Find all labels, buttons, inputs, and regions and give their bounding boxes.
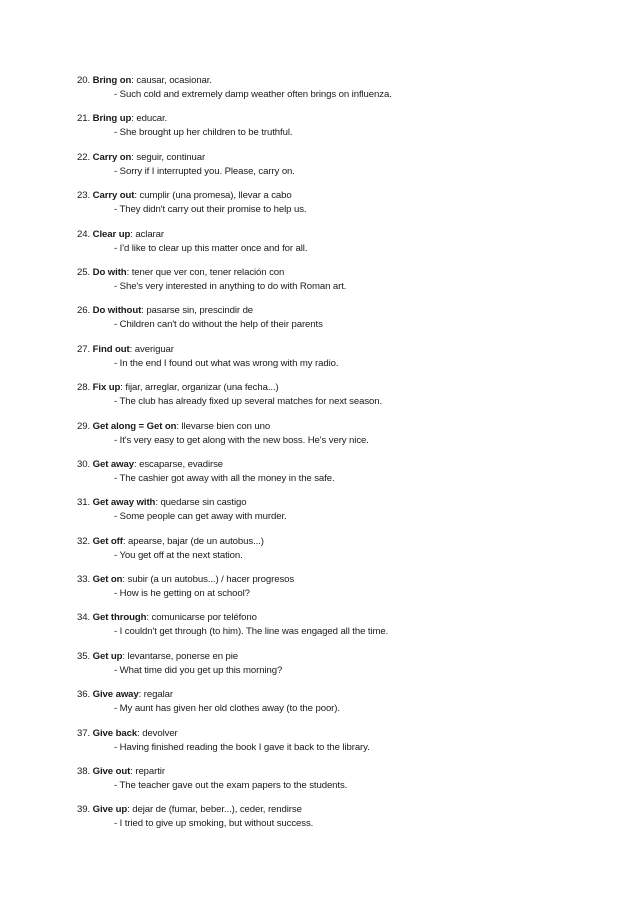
entry-example: - They didn't carry out their promise to help us. <box>114 204 307 216</box>
entry-term: Give up <box>92 804 128 816</box>
entry-term: Give out <box>92 766 131 778</box>
entry-term: Carry on <box>92 151 132 163</box>
entry-term: Get through <box>92 612 147 624</box>
list-item <box>77 496 597 534</box>
entry-example: - I tried to give up smoking, but without success. <box>114 818 314 830</box>
list-item <box>77 266 597 304</box>
entry-definition: : repartir <box>130 766 165 778</box>
entry-term: Get along = Get on <box>92 420 177 432</box>
entry-definition: : apearse, bajar (de un autobus...) <box>122 535 264 547</box>
entry-term: Do without <box>92 305 142 317</box>
entry-definition: : quedarse sin castigo <box>155 497 247 509</box>
entry-definition: : cumplir (una promesa), llevar a cabo <box>134 190 292 202</box>
list-item <box>77 535 597 573</box>
entry-heading <box>77 343 597 357</box>
entry-heading <box>77 535 597 549</box>
entry-example: - The club has already fixed up several matches for next season. <box>114 396 383 408</box>
entry-term: Find out <box>92 343 130 355</box>
entry-heading <box>77 803 597 817</box>
entry-example: - You get off at the next station. <box>114 549 243 561</box>
entry-number: 29. <box>77 420 91 432</box>
entry-heading <box>77 189 597 203</box>
entry-number: 38. <box>77 766 91 778</box>
entry-number: 34. <box>77 612 91 624</box>
entry-definition: : pasarse sin, prescindir de <box>141 305 254 317</box>
entry-example: - How is he getting on at school? <box>114 588 250 600</box>
entry-number: 33. <box>77 574 91 586</box>
entry-example: - Some people can get away with murder. <box>114 511 287 523</box>
entry-number: 23. <box>77 190 91 202</box>
entry-term: Get up <box>92 650 123 662</box>
entry-example: - Such cold and extremely damp weather often brings on influenza. <box>114 89 392 100</box>
entry-definition: : levantarse, ponerse en pie <box>122 650 239 662</box>
entry-definition: : subir (a un autobus...) / hacer progresos <box>122 574 295 586</box>
entry-number: 28. <box>77 382 91 394</box>
list-item <box>77 74 597 112</box>
entry-example: - Having finished reading the book I gave it back to the library. <box>114 741 370 753</box>
entry-term: Give back <box>92 727 138 739</box>
entry-heading <box>77 688 597 702</box>
entry-number: 37. <box>77 727 91 739</box>
list-item <box>77 343 597 381</box>
entry-number: 25. <box>77 266 91 278</box>
entry-definition: : llevarse bien con uno <box>176 420 271 432</box>
entry-definition: : dejar de (fumar, beber...), ceder, rendirse <box>127 804 302 816</box>
entry-heading <box>77 650 597 664</box>
entry-term: Give away <box>92 689 139 701</box>
entry-definition: : regalar <box>138 689 173 701</box>
entry-example: - The cashier got away with all the money in the safe. <box>114 472 335 484</box>
list-item <box>77 611 597 649</box>
entry-example: - She's very interested in anything to do with Roman art. <box>114 280 347 292</box>
list-item <box>77 727 597 765</box>
entry-heading <box>77 228 597 242</box>
list-item <box>77 688 597 726</box>
entry-heading <box>77 381 597 395</box>
entry-number: 36. <box>77 689 91 701</box>
entry-heading <box>77 151 597 165</box>
entry-heading <box>77 420 597 434</box>
entry-number: 20. <box>77 75 91 86</box>
entry-term: Bring up <box>92 113 132 125</box>
entry-term: Get away <box>92 458 134 470</box>
entry-heading <box>77 112 597 126</box>
list-item <box>77 112 597 150</box>
entry-example: - I'd like to clear up this matter once and for all. <box>114 242 308 254</box>
entry-definition: : seguir, continuar <box>131 151 206 163</box>
list-item <box>77 458 597 496</box>
entry-number: 26. <box>77 305 91 317</box>
list-item <box>77 381 597 419</box>
list-item <box>77 650 597 688</box>
entry-example: - In the end I found out what was wrong with my radio. <box>114 357 339 369</box>
entry-example: - My aunt has given her old clothes away (to the poor). <box>114 703 340 715</box>
entry-definition: : fijar, arreglar, organizar (una fecha...) <box>120 382 279 394</box>
entry-heading <box>77 611 597 625</box>
entry-definition: : averiguar <box>129 343 174 355</box>
entry-heading <box>77 496 597 510</box>
entry-number: 39. <box>77 804 91 816</box>
entry-definition: : educar. <box>131 113 168 125</box>
entry-number: 30. <box>77 458 91 470</box>
entry-term: Do with <box>92 266 127 278</box>
entry-example: - She brought up her children to be truthful. <box>114 127 293 139</box>
entry-example: - What time did you get up this morning? <box>114 664 283 676</box>
entry-number: 24. <box>77 228 91 240</box>
entry-number: 32. <box>77 535 91 547</box>
entry-number: 31. <box>77 497 91 509</box>
entry-term: Clear up <box>92 228 131 240</box>
list-item <box>77 765 597 803</box>
entry-heading <box>77 573 597 587</box>
entry-definition: : escaparse, evadirse <box>133 458 224 470</box>
entry-example: - The teacher gave out the exam papers to the students. <box>114 780 348 792</box>
entry-term: Get off <box>92 535 123 547</box>
entry-example: - It's very easy to get along with the new boss. He's very nice. <box>114 434 369 446</box>
list-item <box>77 228 597 266</box>
entry-term: Bring on <box>92 75 132 86</box>
entry-number: 22. <box>77 151 91 163</box>
entry-definition: : aclarar <box>130 228 164 240</box>
list-item <box>77 151 597 189</box>
entry-heading <box>77 304 597 318</box>
phrasal-verb-list <box>77 74 597 842</box>
list-item <box>77 420 597 458</box>
entry-heading <box>77 727 597 741</box>
entry-definition: : tener que ver con, tener relación con <box>126 266 285 278</box>
entry-definition: : causar, ocasionar. <box>131 75 212 86</box>
entry-number: 21. <box>77 113 91 125</box>
list-item <box>77 573 597 611</box>
entry-heading <box>77 458 597 472</box>
entry-definition: : devolver <box>137 727 178 739</box>
entry-example: - Sorry if I interrupted you. Please, carry on. <box>114 165 295 177</box>
entry-definition: : comunicarse por teléfono <box>146 612 257 624</box>
entry-term: Get away with <box>92 497 156 509</box>
list-item <box>77 189 597 227</box>
entry-number: 35. <box>77 650 91 662</box>
entry-heading <box>77 765 597 779</box>
entry-number: 27. <box>77 343 91 355</box>
entry-heading <box>77 266 597 280</box>
list-item <box>77 304 597 342</box>
entry-example: - I couldn't get through (to him). The line was engaged all the time. <box>114 626 389 638</box>
entry-term: Fix up <box>92 382 121 394</box>
entry-term: Get on <box>92 574 123 586</box>
list-item <box>77 803 597 841</box>
entry-term: Carry out <box>92 190 135 202</box>
entry-example: - Children can't do without the help of their parents <box>114 319 323 331</box>
entry-heading <box>77 74 597 88</box>
